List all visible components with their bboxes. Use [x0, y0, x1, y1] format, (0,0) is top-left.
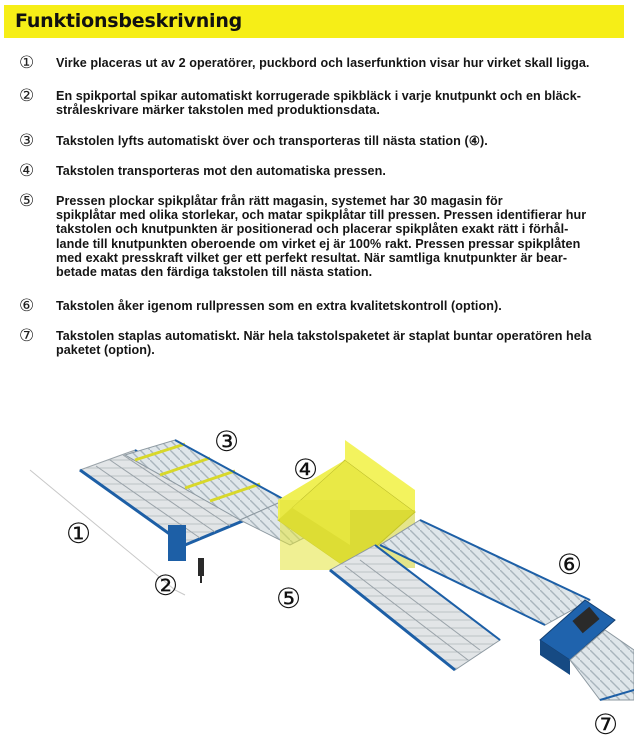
- item-number: ③: [19, 131, 35, 151]
- item-text: Takstolen lyfts automatiskt över och transporteras till nästa station (④).: [56, 134, 488, 148]
- callout-3: ③: [214, 425, 240, 458]
- item-number: ②: [19, 86, 35, 106]
- press-housing-wall: [280, 500, 350, 570]
- production-line-illustration: [0, 400, 634, 742]
- item-text: En spikportal spikar automatiskt korrugerade spikbläck i varje knutpunkt och en bläck- stråleskrivare märker takstolen med produktionsdata.: [56, 89, 581, 118]
- item-number: ⑥: [19, 296, 35, 316]
- title-banner: [4, 5, 624, 38]
- callout-2: ②: [153, 569, 179, 602]
- inkjet-printer: [198, 558, 204, 576]
- item-number: ①: [19, 53, 35, 73]
- item-text: Pressen plockar spikplåtar från rätt magasin, systemet har 30 magasin för spikplåtar med olika storlekar, och matar spikplåtar till pressen. Pressen identifierar hur takstolen och knutpunkten är positionerad och placerar spikplåten exakt rätt i förhål- lande till knutpunkten oberoende om virket ej är 100% rakt. Pressen pressar spikplåten med exakt presskraft vilket ger ett perfekt resultat. När samtliga knutpunkter är bear- betade matas den färdiga takstolen till nästa station.: [56, 194, 587, 280]
- item-text: Virke placeras ut av 2 operatörer, puckbord och laserfunktion visar hur virket skall ligga.: [56, 56, 590, 70]
- item-text: Takstolen transporteras mot den automatiska pressen.: [56, 164, 386, 178]
- nail-portal: [168, 525, 186, 561]
- callout-6: ⑥: [557, 548, 583, 581]
- callout-7: ⑦: [593, 708, 619, 741]
- page-title: Funktionsbeskrivning: [15, 10, 243, 32]
- item-text: Takstolen åker igenom rullpressen som en extra kvalitetskontroll (option).: [56, 299, 502, 313]
- callout-5: ⑤: [276, 582, 302, 615]
- item-text: Takstolen staplas automatiskt. När hela takstolspaketet är staplat buntar operatören hela paketet (option).: [56, 329, 592, 358]
- item-number: ④: [19, 161, 35, 181]
- item-number: ⑦: [19, 326, 35, 346]
- callout-4: ④: [293, 453, 319, 486]
- item-number: ⑤: [19, 191, 35, 211]
- callout-1: ①: [66, 517, 92, 550]
- production-line-drawing: [0, 400, 634, 742]
